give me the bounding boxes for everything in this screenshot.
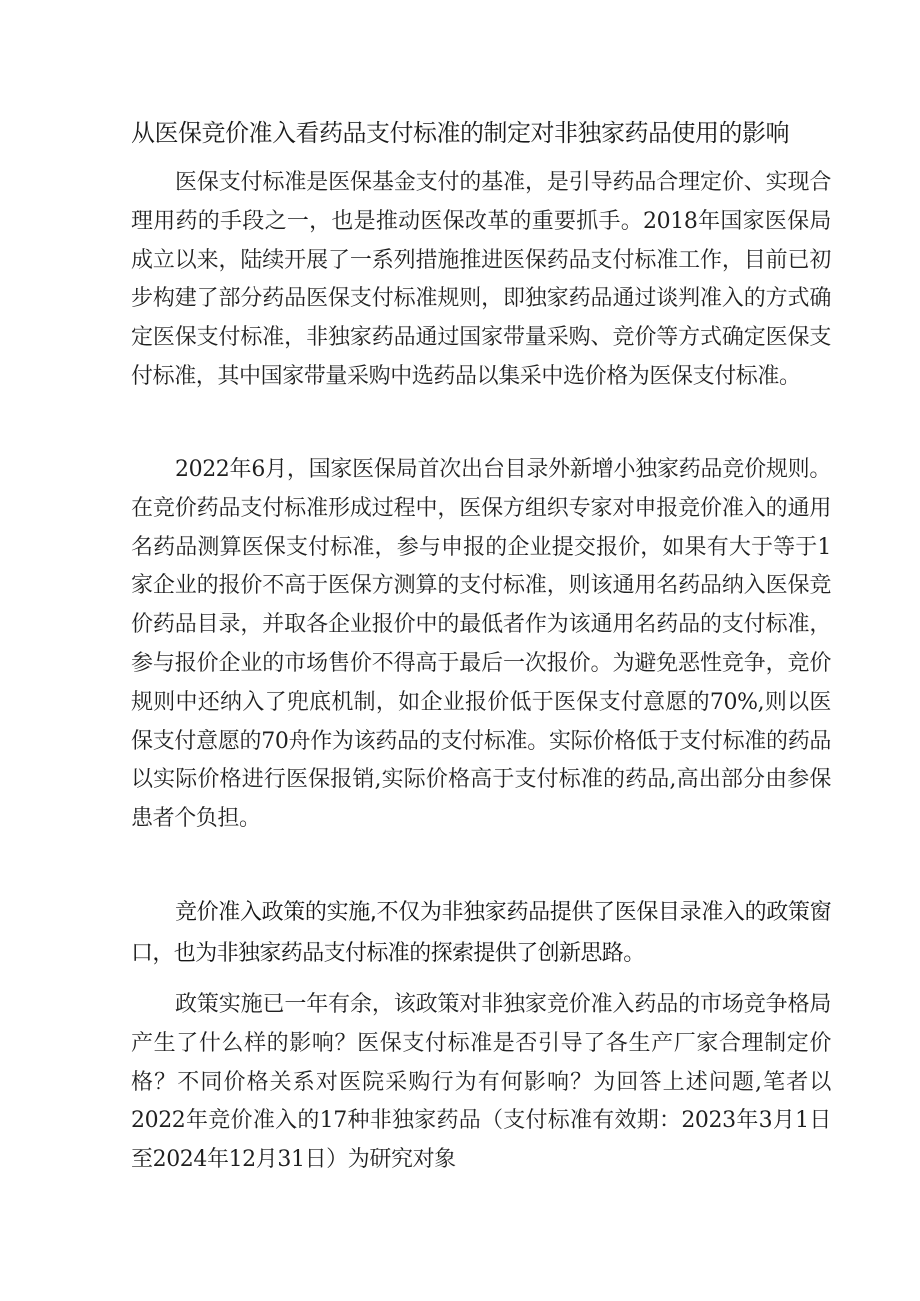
document-title: 从医保竞价准入看药品支付标准的制定对非独家药品使用的影响 <box>131 119 789 147</box>
paragraph-policy-significance: 竞价准入政策的实施,不仅为非独家药品提供了医保目录准入的政策窗口，也为非独家药品支付标准的探索提供了创新思路。 <box>131 900 831 966</box>
paragraph-bidding-rules: 2022年6月，国家医保局首次出台目录外新增小独家药品竞价规则。在竞价药品支付标准形成过程中，医保方组织专家对申报竞价准入的通用名药品测算医保支付标准，参与申报的企业提交报价，如果有大于等于1家企业的报价不高于医保方测算的支付标准，则该通用名药品纳入医保竞价药品目录，并取各企业报价中的最低者作为该通用名药品的支付标准，参与报价企业的市场售价不得高于最后一次报价。为避免恶性竞争，竞价规则中还纳入了兜底机制，如企业报价低于医保支付意愿的70%,则以医保支付意愿的70舟作为该药品的支付标准。实际价格低于支付标准的药品以实际价格进行医保报销,实际价格高于支付标准的药品,高出部分由参保患者个负担。 <box>131 457 831 832</box>
paragraph-payment-standard-intro: 医保支付标准是医保基金支付的基准，是引导药品合理定价、实现合理用药的手段之一，也是推动医保改革的重要抓手。2018年国家医保局成立以来，陆续开展了一系列措施推进医保药品支付标准工作，目前已初步构建了部分药品医保支付标准规则，即独家药品通过谈判准入的方式确定医保支付标准，非独家药品通过国家带量采购、竞价等方式确定医保支付标准，其中国家带量采购中选药品以集采中选价格为医保支付标准。 <box>131 170 831 389</box>
paragraph-research-questions: 政策实施已一年有余，该政策对非独家竞价准入药品的市场竞争格局产生了什么样的影响？医保支付标准是否引导了各生产厂家合理制定价格？不同价格关系对医院采购行为有何影响？为回答上述问题,笔者以2022年竞价准入的17种非独家药品（支付标准有效期：2023年3月1日至2024年12月31日）为研究对象 <box>131 992 831 1173</box>
